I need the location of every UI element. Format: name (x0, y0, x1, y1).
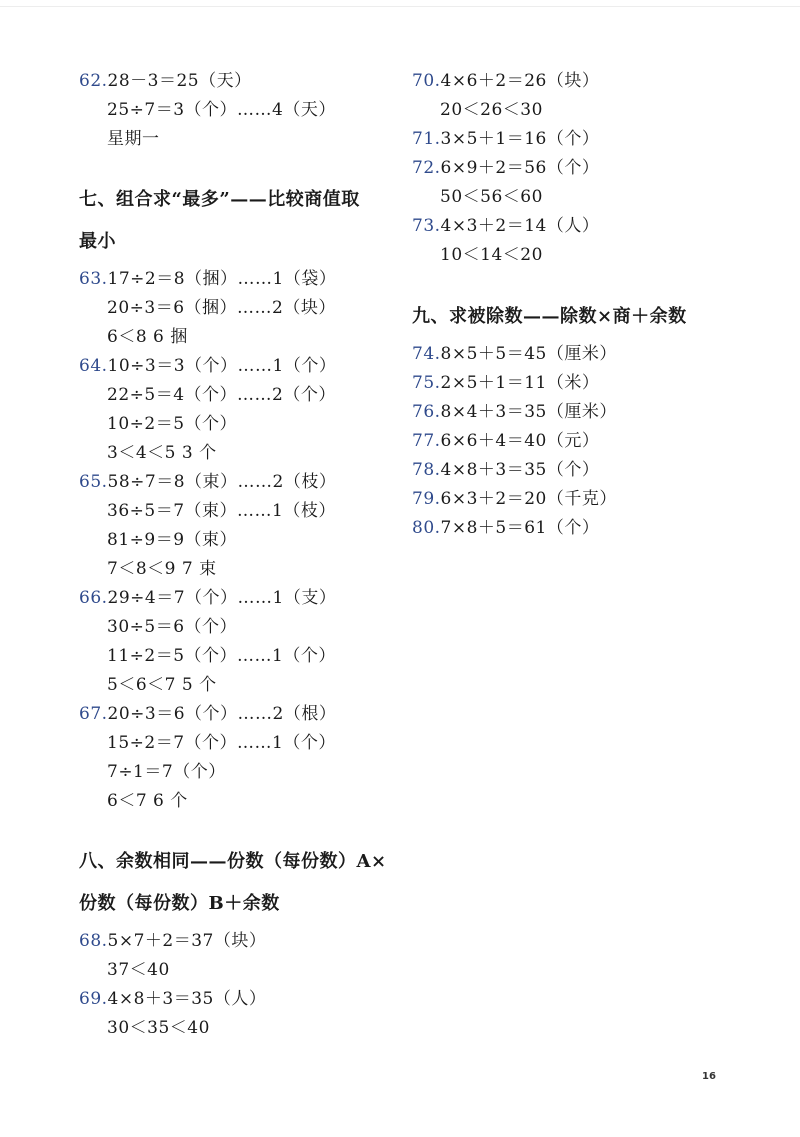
answer-64-line3: 10÷2＝5（个） (107, 414, 238, 434)
top-divider (0, 6, 800, 7)
answer-62-line2: 25÷7＝3（个）……4（天） (107, 100, 336, 120)
page-number: 16 (702, 1071, 716, 1082)
answer-64-line1: 64.10÷3＝3（个）……1（个） (79, 356, 337, 376)
section-8-heading-line2: 份数（每份数）B＋余数 (79, 893, 280, 914)
answer-number: 75. (412, 373, 441, 393)
answer-76-line1: 76.8×4＋3＝35（厘米） (412, 402, 617, 422)
answer-number: 77. (412, 431, 441, 451)
answer-64-line4: 3＜4＜5 3 个 (107, 443, 217, 463)
answer-78-line1: 78.4×8＋3＝35（个） (412, 460, 600, 480)
section-7-heading-line1: 七、组合求“最多”——比较商值取 (79, 189, 360, 210)
answer-number: 80. (412, 518, 441, 538)
answer-77-line1: 77.6×6＋4＝40（元） (412, 431, 600, 451)
answer-number: 63. (79, 269, 108, 289)
answer-72-line1: 72.6×9＋2＝56（个） (412, 158, 600, 178)
answer-67-line1: 67.20÷3＝6（个）……2（根） (79, 704, 337, 724)
answer-65-line2: 36÷5＝7（束）……1（枝） (107, 501, 336, 521)
answer-number: 74. (412, 344, 441, 364)
answer-number: 65. (79, 472, 108, 492)
answer-number: 71. (412, 129, 441, 149)
answer-73-line2: 10＜14＜20 (440, 245, 543, 265)
answer-64-line2: 22÷5＝4（个）……2（个） (107, 385, 336, 405)
answer-number: 73. (412, 216, 441, 236)
answer-number: 69. (79, 989, 108, 1009)
section-8-heading-line1: 八、余数相同——份数（每份数）A× (79, 851, 387, 872)
answer-65-line1: 65.58÷7＝8（束）……2（枝） (79, 472, 337, 492)
answer-67-line2: 15÷2＝7（个）……1（个） (107, 733, 336, 753)
answer-67-line3: 7÷1＝7（个） (107, 762, 226, 782)
answer-number: 67. (79, 704, 108, 724)
answer-80-line1: 80.7×8＋5＝61（个） (412, 518, 600, 538)
section-9-heading: 九、求被除数——除数×商＋余数 (412, 306, 687, 327)
answer-66-line3: 11÷2＝5（个）……1（个） (107, 646, 336, 666)
answer-69-line2: 30＜35＜40 (107, 1018, 210, 1038)
answer-75-line1: 75.2×5＋1＝11（米） (412, 373, 600, 393)
answer-65-line3: 81÷9＝9（束） (107, 530, 238, 550)
answer-68-line2: 37＜40 (107, 960, 170, 980)
answer-number: 76. (412, 402, 441, 422)
answer-71-line1: 71.3×5＋1＝16（个） (412, 129, 600, 149)
answer-number: 64. (79, 356, 108, 376)
section-7-heading-line2: 最小 (79, 231, 116, 252)
answer-62-line1: 62.28－3＝25（天） (79, 71, 252, 91)
answer-73-line1: 73.4×3＋2＝14（人） (412, 216, 600, 236)
answer-number: 79. (412, 489, 441, 509)
answer-65-line4: 7＜8＜9 7 束 (107, 559, 217, 579)
answer-number: 62. (79, 71, 108, 91)
answer-74-line1: 74.8×5＋5＝45（厘米） (412, 344, 617, 364)
answer-number: 78. (412, 460, 441, 480)
answer-number: 66. (79, 588, 108, 608)
answer-number: 72. (412, 158, 441, 178)
answer-79-line1: 79.6×3＋2＝20（千克） (412, 489, 617, 509)
answer-66-line2: 30÷5＝6（个） (107, 617, 238, 637)
answer-63-line2: 20÷3＝6（捆）……2（块） (107, 298, 336, 318)
answer-number: 68. (79, 931, 108, 951)
answer-66-line1: 66.29÷4＝7（个）……1（支） (79, 588, 337, 608)
answer-72-line2: 50＜56＜60 (440, 187, 543, 207)
answer-63-line1: 63.17÷2＝8（捆）……1（袋） (79, 269, 337, 289)
answer-68-line1: 68.5×7＋2＝37（块） (79, 931, 267, 951)
answer-67-line4: 6＜7 6 个 (107, 791, 188, 811)
answer-69-line1: 69.4×8＋3＝35（人） (79, 989, 267, 1009)
answer-number: 70. (412, 71, 441, 91)
answer-62-line3: 星期一 (107, 129, 160, 149)
answer-66-line4: 5＜6＜7 5 个 (107, 675, 217, 695)
answer-63-line3: 6＜8 6 捆 (107, 327, 188, 347)
answer-70-line1: 70.4×6＋2＝26（块） (412, 71, 600, 91)
answer-70-line2: 20＜26＜30 (440, 100, 543, 120)
